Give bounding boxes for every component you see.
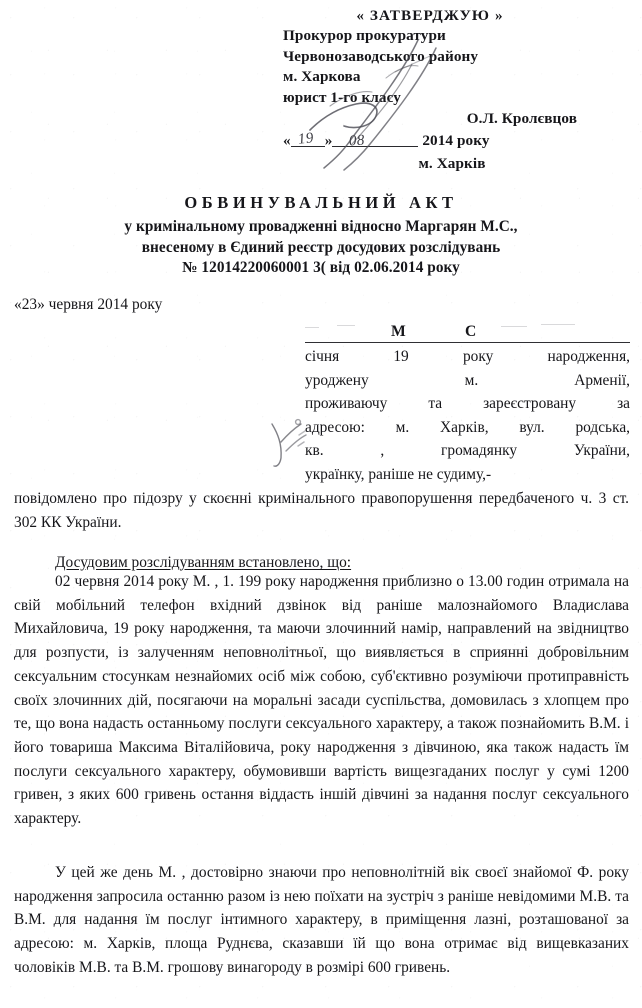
approval-rank: юрист 1-го класу: [283, 88, 401, 106]
paragraph-notification-text: повідомлено про підозру у скоєнні кримінального правопорушення передбаченого ч. 3 ст. 302 КК України.: [14, 490, 629, 531]
title-subline-1: у кримінальному провадженні відносно Маргарян М.С.,: [124, 218, 518, 235]
paragraph-june02-text: 02 червня 2014 року М. , 1. 199 року народження приблизно о 13.00 годин отримала на свій мобільний телефон вхідний дзвінок від раніше малознайомого Владислава Михайловича, 19 року народження, та маючи злочинний намір, направлений на звідництво для розпусти, із залученням неповнолітньої, що виявляється в сприянні добровільним сексуальним стосункам незнайомих осіб між собою, суб'єктивно розуміючи протиправність своїх злочинних дій, посягаючи на моральні засади суспільства, домовилась з хлопцем про те, що вона надасть останньому послуги сексуального характеру, а також познайомить В.М. і його товариша Максима Віталійовича, року народження з дівчиною, яка також надасть їм послуги сексуального характеру, обумовивши вартість вищезгаданих послуг у сумі 1200 гривен, з яких 600 гривень остання віддасть іншій дівчині за надання послуг сексуального характеру.: [14, 573, 629, 828]
document-title-block: [0, 193, 642, 279]
approval-year: 2014 року: [422, 132, 490, 150]
registry-number-line: № 12014220060001 3( від 02.06.2014 року: [182, 259, 460, 277]
approval-date-line: [283, 131, 583, 151]
approval-prosecutor-office: Прокурор прокуратури: [283, 27, 446, 45]
paragraph-same-day: [14, 861, 629, 980]
paragraph-june02: [14, 570, 629, 831]
date-month-blank: [332, 146, 418, 147]
approval-title: « ЗАТВЕРДЖУЮ »: [356, 7, 504, 24]
accused-birth-line: січня 19 року народження,: [305, 348, 630, 365]
approval-city-name: м. Харкова: [283, 68, 361, 86]
handwritten-day: 19: [297, 130, 315, 149]
accused-citizenship-line: українку, раніше не судиму,-: [305, 465, 492, 483]
accused-party-block: [305, 321, 630, 487]
approval-city-footer: м. Харків: [418, 154, 486, 172]
handwritten-month: 08: [348, 132, 366, 150]
accused-apartment-line: кв. , громадянку України,: [305, 442, 630, 460]
accused-initial-2: С: [465, 323, 477, 340]
accused-residence-line: проживаючу та зареєстровану за: [305, 395, 630, 413]
accused-origin-line: уроджену м. Арменії,: [305, 371, 630, 389]
investigation-heading-text: Досудовим розслідуванням встановлено, що:: [55, 554, 352, 571]
date-close-quote: »: [324, 132, 333, 150]
approval-district: Червонозаводського району: [283, 47, 479, 65]
accused-name-line: [305, 321, 630, 343]
page-title: ОБВИНУВАЛЬНИЙ АКТ: [184, 193, 458, 212]
approval-official-name: О.Л. Кролєвцов: [466, 110, 577, 128]
title-subline-2: внесеному в Єдиний реєстр досудових розслідувань: [141, 238, 501, 256]
paragraph-same-day-text: У цей же день М. , достовірно знаючи про неповнолітній вік своєї знайомої Ф. року народження запросила останню разом із нею поїхати на зустріч з раніше невідомими М.В. та В.М. для надання їм послуг інтимного характеру, в приміщення лазні, розташованої за адресою: м. Харків, площа Руднєва, сказавши їй що вона отримає від вищевказаних чоловіків М.В. та В.М. грошову винагороду в розмірі 600 гривень.: [14, 864, 629, 976]
accused-initial-1: М: [391, 323, 406, 340]
approval-block: [283, 6, 583, 174]
accused-address-line: адресою: м. Харків, вул. родська,: [305, 418, 630, 436]
issue-date: «23» червня 2014 року: [14, 296, 163, 313]
paragraph-notification: [14, 487, 629, 534]
date-open-quote: «: [283, 132, 291, 150]
